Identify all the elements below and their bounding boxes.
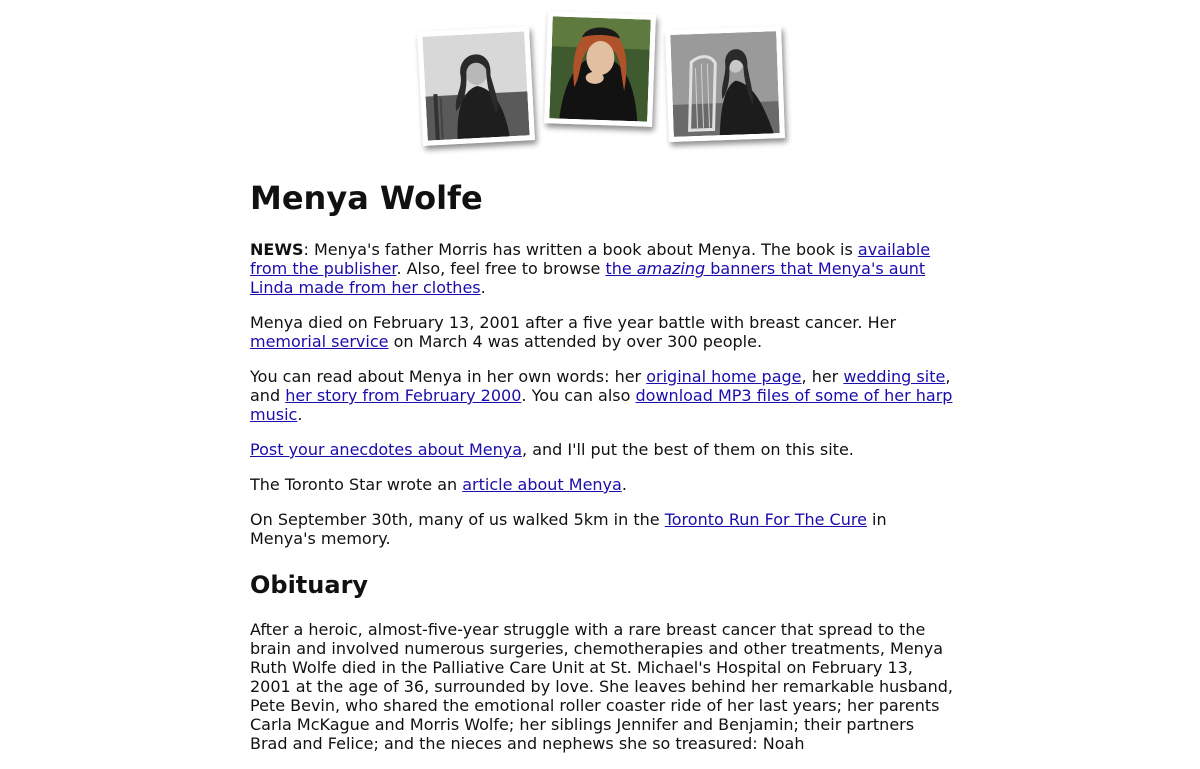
news-text: . bbox=[480, 278, 486, 297]
anecdotes-text: , and I'll put the best of them on this site. bbox=[522, 440, 854, 459]
star-text: . bbox=[621, 475, 627, 494]
own-words-text: , her bbox=[801, 367, 844, 386]
publisher-link[interactable]: available from the publisher bbox=[250, 240, 931, 278]
own-words-text: , and bbox=[250, 367, 951, 405]
memorial-service-link[interactable]: memorial service bbox=[250, 332, 389, 351]
post-anecdotes-link[interactable]: Post your anecdotes about Menya bbox=[250, 440, 523, 459]
run-for-the-cure-link[interactable]: Toronto Run For The Cure bbox=[664, 510, 867, 529]
obituary-text: After a heroic, almost-five-year struggle with a rare breast cancer that spread to the brain and involved numerous surgeries, chemotherapies and other treatments, Menya Ruth Wolfe died in the Palliative Care Unit at St. Michael's Hospital on February 13, 2001 at the age of 36, surrounded by love. She leaves behind her remarkable husband, Pete Bevin, who shared the emotional roller coaster ride of her last years; her parents Carla McKague and Morris Wolfe; her siblings Jennifer and Benjamin; their partners Brad and Felice; and the nieces and nephews she so treasured: Noah bbox=[250, 620, 953, 753]
photo-harp-playing-bw bbox=[665, 26, 785, 142]
main-content bbox=[250, 178, 955, 769]
photo-strip bbox=[0, 0, 1200, 160]
news-paragraph bbox=[250, 240, 955, 297]
banners-link-emphasis: amazing bbox=[636, 259, 706, 278]
star-text: The Toronto Star wrote an bbox=[250, 475, 463, 494]
news-text: : Menya's father Morris has written a book about Menya. The book is bbox=[303, 240, 858, 259]
death-paragraph bbox=[250, 313, 955, 351]
page-title: Menya Wolfe bbox=[250, 179, 483, 217]
photo-red-hair-portrait bbox=[544, 11, 656, 127]
death-text: Menya died on February 13, 2001 after a five year battle with breast cancer. Her bbox=[250, 313, 897, 332]
news-text: . Also, feel free to browse bbox=[396, 259, 606, 278]
wedding-site-link[interactable]: wedding site bbox=[843, 367, 946, 386]
original-home-page-link[interactable]: original home page bbox=[646, 367, 802, 386]
news-label: NEWS bbox=[250, 240, 304, 259]
story-link[interactable]: her story from February 2000 bbox=[285, 386, 522, 405]
run-paragraph bbox=[250, 510, 955, 548]
run-text: in Menya's memory. bbox=[250, 510, 887, 548]
run-text: On September 30th, many of us walked 5km in the bbox=[250, 510, 665, 529]
own-words-text: You can read about Menya in her own words: her bbox=[250, 367, 647, 386]
obituary-heading: Obituary bbox=[250, 571, 369, 599]
own-words-paragraph bbox=[250, 367, 955, 424]
own-words-text: . bbox=[297, 405, 303, 424]
article-link[interactable]: article about Menya bbox=[462, 475, 622, 494]
own-words-text: . You can also bbox=[521, 386, 636, 405]
photo-harpist-bw-portrait bbox=[417, 26, 535, 146]
death-text: on March 4 was attended by over 300 people. bbox=[388, 332, 763, 351]
banners-link-text: banners that Menya's aunt Linda made from her clothes bbox=[250, 259, 926, 297]
toronto-star-paragraph bbox=[250, 475, 955, 494]
banners-link-text: the bbox=[605, 259, 637, 278]
mp3-download-link[interactable]: download MP3 files of some of her harp music bbox=[250, 386, 953, 424]
anecdotes-paragraph bbox=[250, 440, 955, 459]
